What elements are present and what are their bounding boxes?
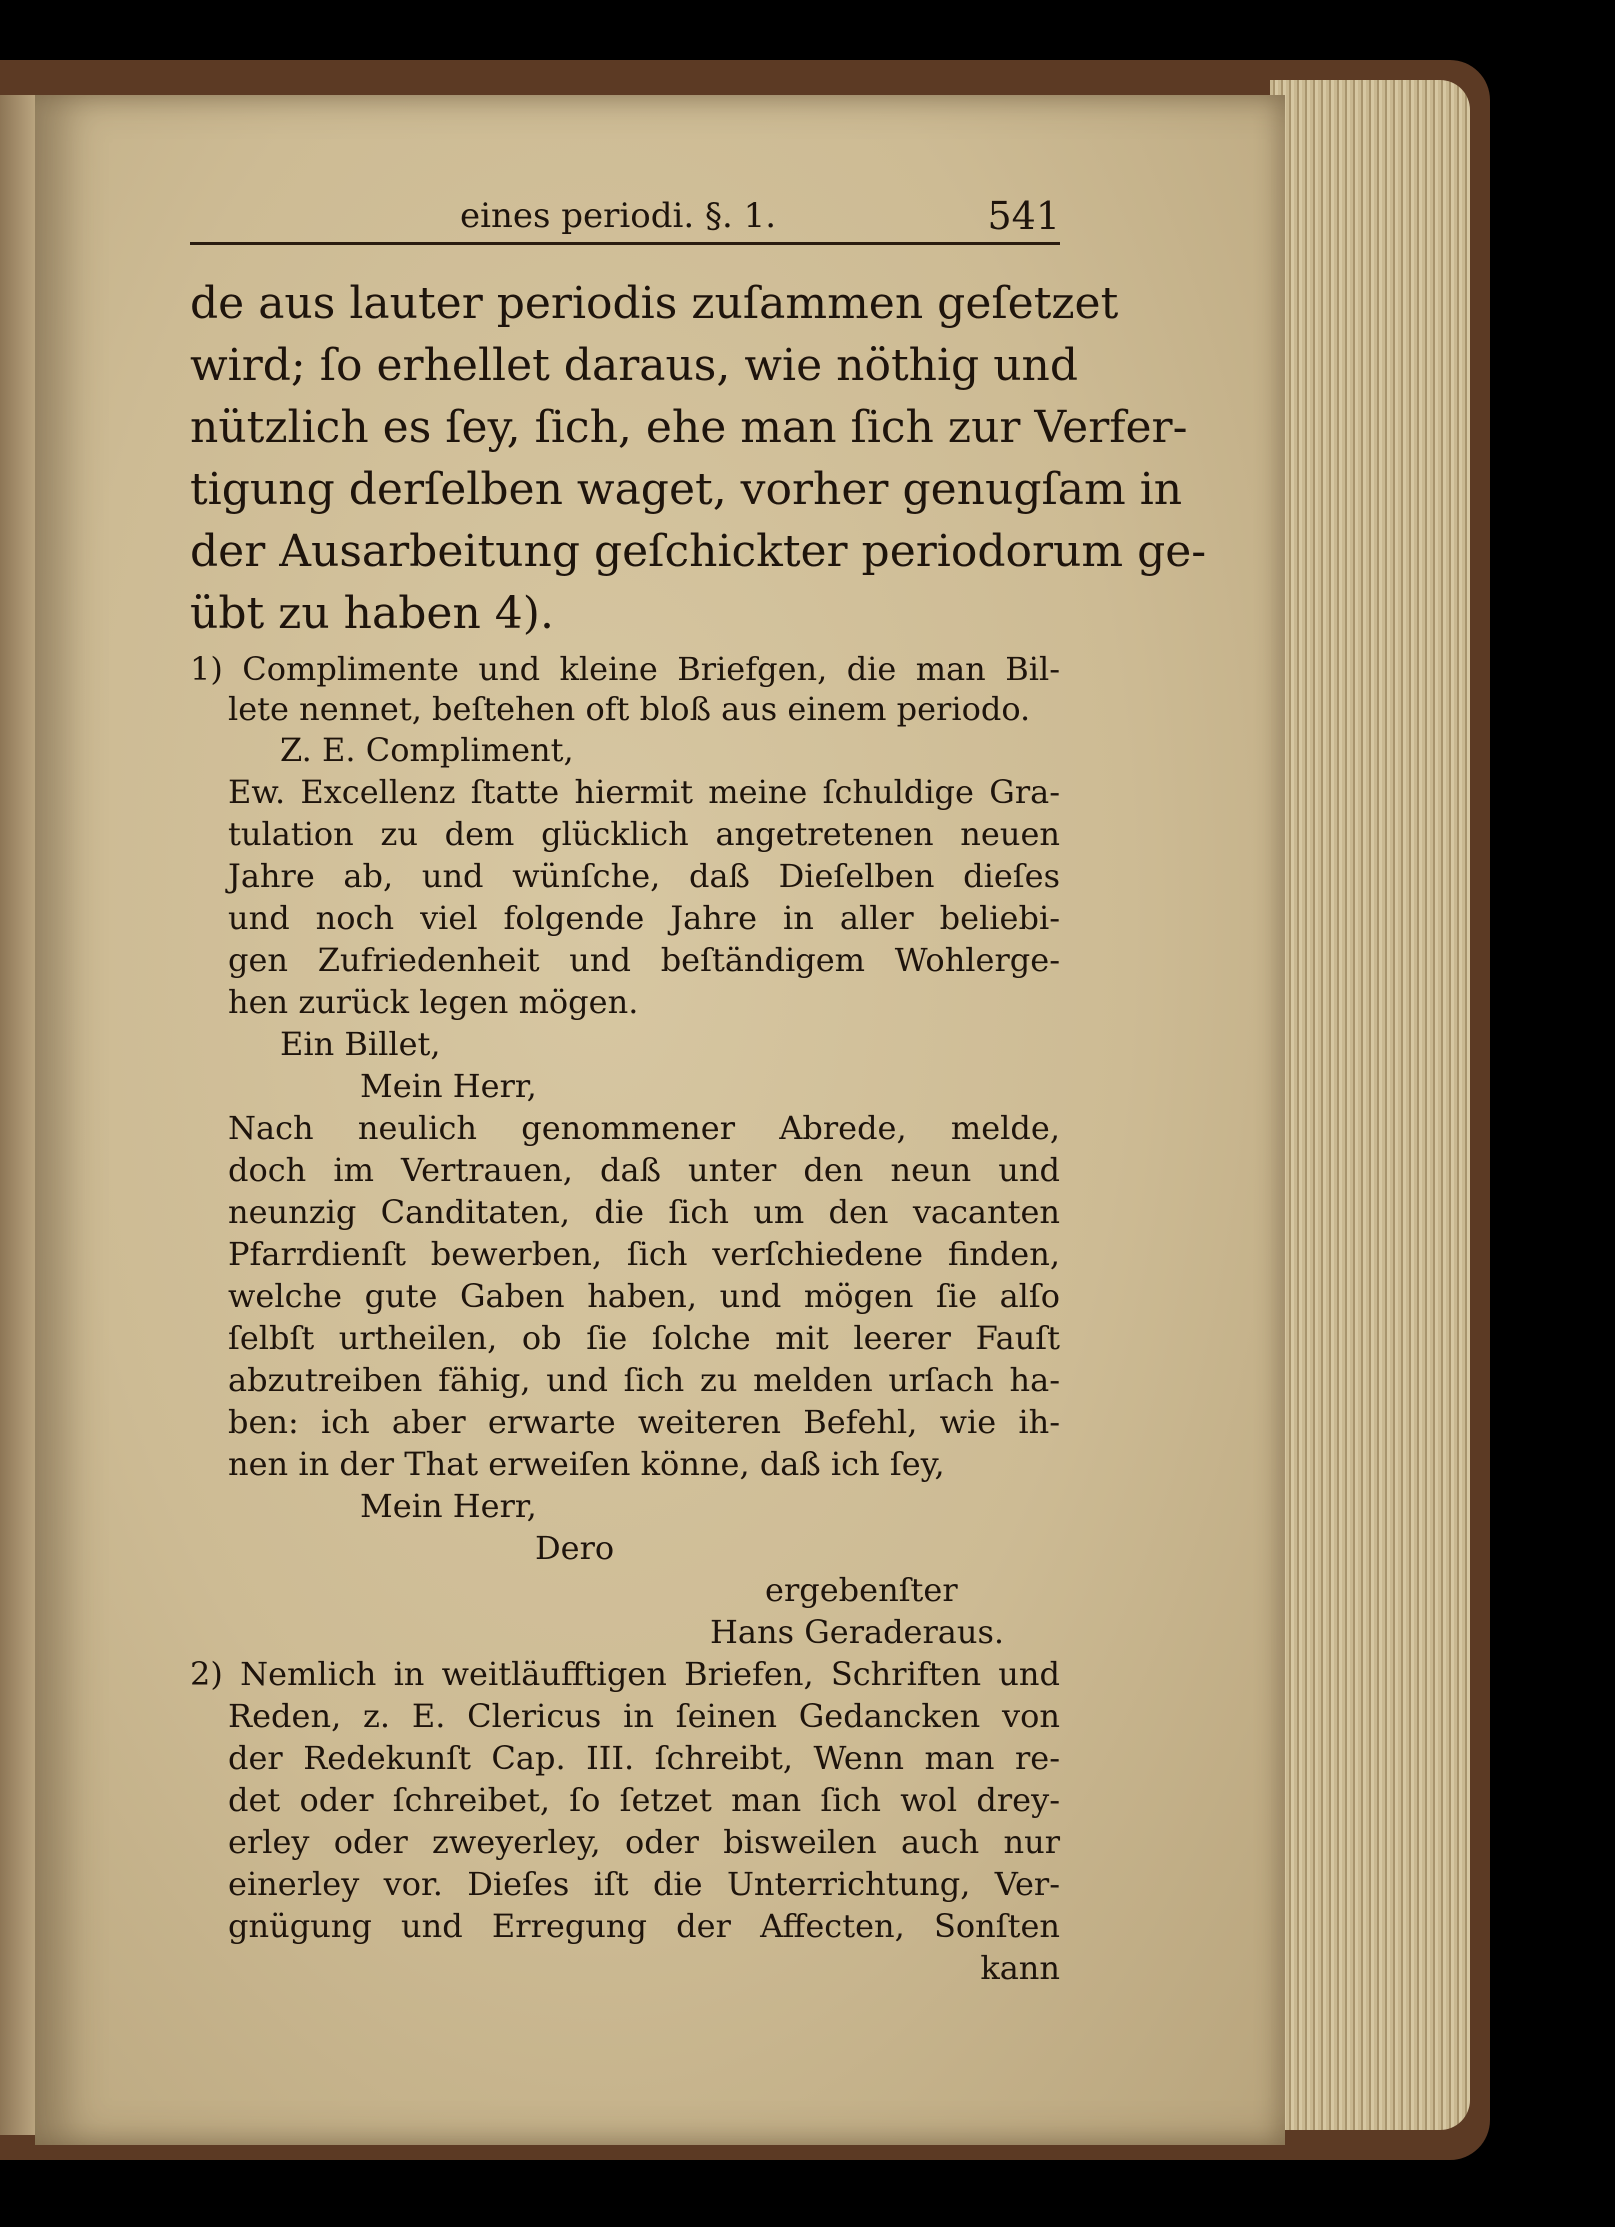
page-body — [190, 273, 1207, 1989]
note-line: 2) Nemlich in weitläufftigen Briefen, Schriften und — [190, 1655, 1060, 1693]
compliment-text — [190, 771, 1060, 1023]
note-line: welche gute Gaben haben, und mögen ſie alſo — [228, 1277, 1060, 1315]
note-line: gnügung und Erregung der Affecten, Sonſten — [228, 1907, 1060, 1945]
note-line: Nach neulich genommener Abrede, melde, — [228, 1109, 1060, 1147]
text-line: de aus lauter periodis zuſammen geſetzet — [190, 278, 1119, 329]
note-line: Jahre ab, und wünſche, daß Dieſelben dieſes — [228, 857, 1060, 895]
note-line: und noch viel folgende Jahre in aller beliebi- — [228, 899, 1060, 937]
note-line: gen Zufriedenheit und beſtändigem Wohlerge- — [228, 941, 1060, 979]
text-line: wird; ſo erhellet daraus, wie nöthig und — [190, 340, 1079, 391]
note-line: neunzig Canditaten, die ſich um den vacanten — [228, 1193, 1060, 1231]
billet-label: Ein Billet, — [280, 1025, 441, 1063]
footnote-1 — [190, 649, 1060, 1653]
text-line: der Ausarbeitung geſchickter periodorum ge- — [190, 526, 1207, 577]
note-line: lete nennet, beſtehen oft bloß aus einem periodo. — [228, 690, 1031, 728]
page-header — [190, 190, 1060, 245]
closing-dero: Dero — [535, 1529, 615, 1567]
note-line: nen in der That erweiſen könne, daß ich ſey, — [228, 1445, 945, 1483]
closing-ergebenster: ergebenſter — [765, 1571, 958, 1609]
closing-salutation: Mein Herr, — [360, 1487, 537, 1525]
note-line: 1) Complimente und kleine Briefgen, die man Bil- — [190, 650, 1060, 688]
text-line: übt zu haben 4). — [190, 588, 554, 639]
page-edges — [1270, 80, 1470, 2130]
note-line: hen zurück legen mögen. — [228, 983, 639, 1021]
footnote-2 — [190, 1653, 1060, 1989]
salutation: Mein Herr, — [360, 1067, 537, 1105]
text-line: nützlich es ſey, ſich, ehe man ſich zur Verfer- — [190, 402, 1188, 453]
note-line: ben: ich aber erwarte weiteren Befehl, wie ih- — [228, 1403, 1060, 1441]
note-line: einerley vor. Dieſes iſt die Unterrichtung, Ver- — [228, 1865, 1060, 1903]
note-line: Reden, z. E. Clericus in ſeinen Gedancken von — [228, 1697, 1060, 1735]
main-paragraph — [190, 273, 1207, 645]
note-line: der Redekunſt Cap. III. ſchreibt, Wenn man re- — [228, 1739, 1060, 1777]
example-label: Z. E. Compliment, — [280, 731, 574, 769]
note-line: tulation zu dem glücklich angetretenen neuen — [228, 815, 1060, 853]
running-head: eines periodi. §. 1. — [460, 196, 777, 236]
catchword: kann — [980, 1949, 1060, 1987]
note-line: abzutreiben fähig, und ſich zu melden urſach ha- — [228, 1361, 1060, 1399]
billet-text — [190, 1107, 1060, 1485]
note-line: ſelbſt urtheilen, ob ſie ſolche mit leerer Fauſt — [228, 1319, 1060, 1357]
note-line: Pfarrdienſt bewerben, ſich verſchiedene finden, — [228, 1235, 1060, 1273]
text-line: tigung derſelben waget, vorher genugſam in — [190, 464, 1183, 515]
previous-page-edge — [0, 95, 40, 2135]
signature: Hans Geraderaus. — [710, 1613, 1005, 1651]
page-number: 541 — [987, 194, 1060, 238]
note-line: doch im Vertrauen, daß unter den neun und — [228, 1151, 1060, 1189]
note-line: erley oder zweyerley, oder bisweilen auch nur — [228, 1823, 1060, 1861]
note-line: Ew. Excellenz ſtatte hiermit meine ſchuldige Gra- — [228, 773, 1060, 811]
note-line: det oder ſchreibet, ſo ſetzet man ſich wol drey- — [228, 1781, 1060, 1819]
book-page — [35, 95, 1285, 2145]
